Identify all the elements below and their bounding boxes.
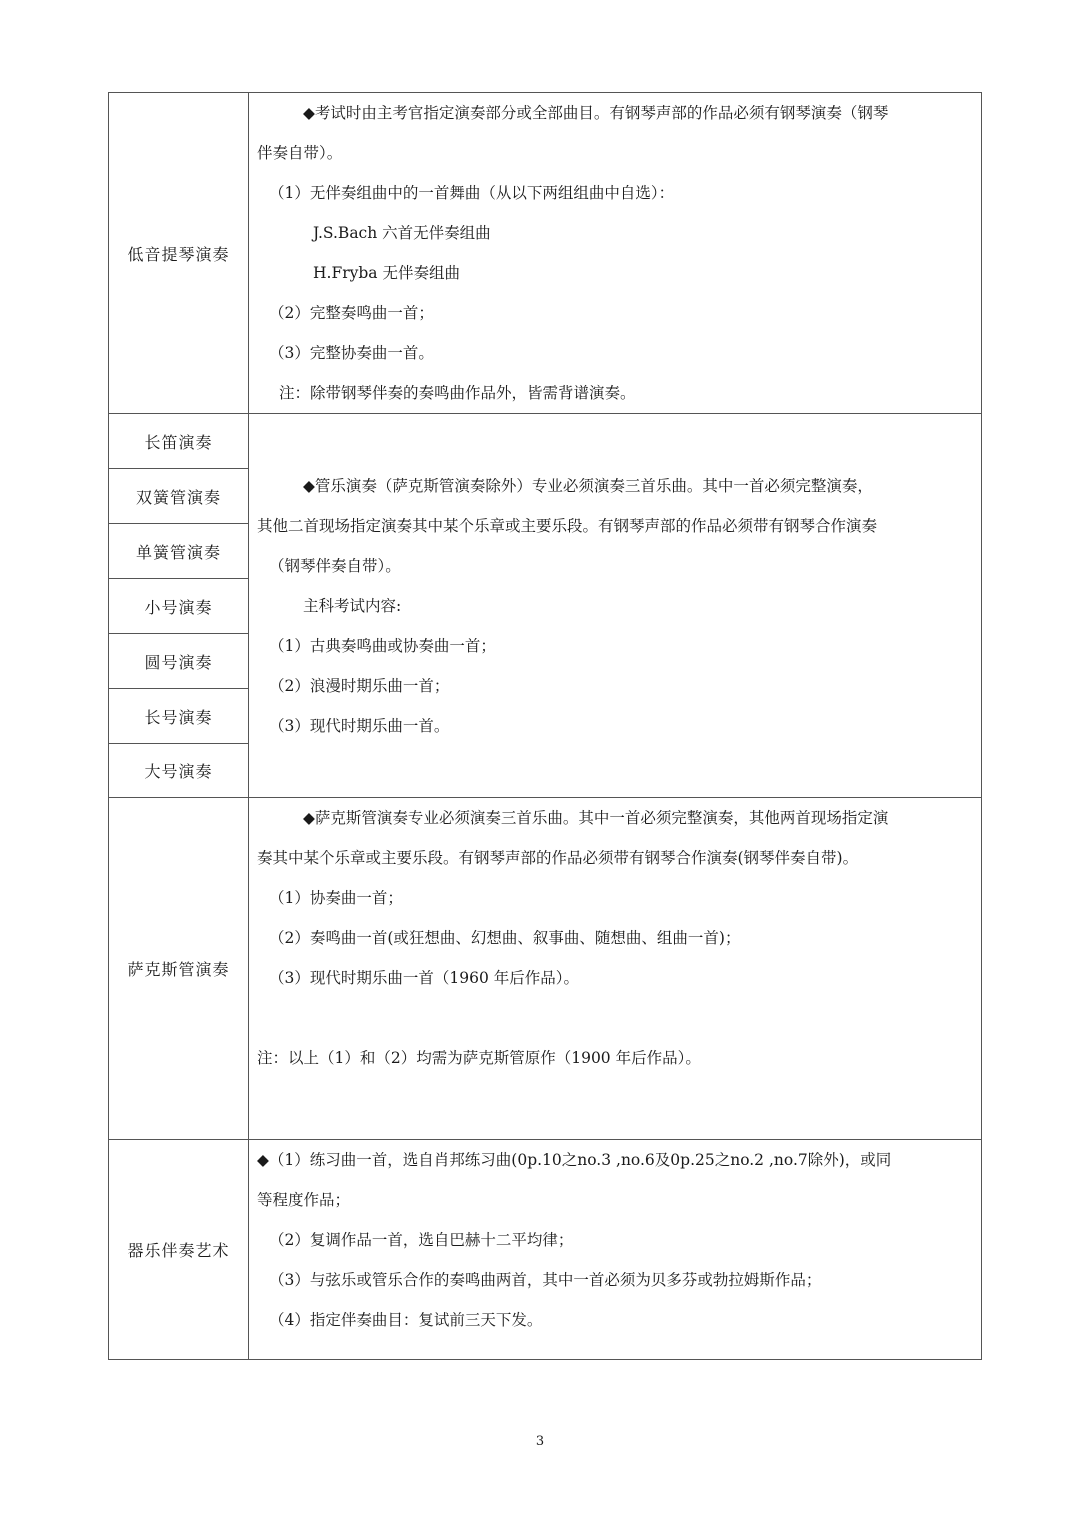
requirements-accompaniment	[249, 1140, 982, 1360]
text-line: ◆考试时由主考官指定演奏部分或全部曲目。有钢琴声部的作品必须有钢琴演奏（钢琴	[303, 104, 889, 122]
text-line: （4）指定伴奏曲目：复试前三天下发。	[269, 1311, 543, 1329]
table-row-flute	[109, 414, 982, 469]
text-line: （2）完整奏鸣曲一首；	[269, 304, 434, 322]
text-line: （2）奏鸣曲一首(或狂想曲、幻想曲、叙事曲、随想曲、组曲一首)；	[269, 929, 741, 947]
text-line: 主科考试内容:	[303, 596, 402, 615]
instrument-label-accompaniment: 器乐伴奏艺术	[109, 1140, 249, 1360]
instrument-label-horn: 圆号演奏	[109, 634, 249, 689]
instrument-label-double-bass: 低音提琴演奏	[109, 93, 249, 414]
text-line: 等程度作品；	[257, 1191, 351, 1209]
page-number: 3	[535, 1434, 545, 1449]
text-line: 注：除带钢琴伴奏的奏鸣曲作品外，皆需背谱演奏。	[279, 384, 636, 402]
text-line: （2）复调作品一首，选自巴赫十二平均律；	[269, 1231, 574, 1249]
text-line: 注：以上（1）和（2）均需为萨克斯管原作（1900 年后作品）。	[257, 1049, 701, 1067]
text-line: （2）浪漫时期乐曲一首；	[269, 676, 450, 695]
text-line: 奏其中某个乐章或主要乐段。有钢琴声部的作品必须带有钢琴合作演奏(钢琴伴奏自带)。	[257, 849, 859, 867]
requirements-saxophone	[249, 798, 982, 1140]
text-line: ◆管乐演奏（萨克斯管演奏除外）专业必须演奏三首乐曲。其中一首必须完整演奏，	[303, 476, 873, 495]
text-line: ◆萨克斯管演奏专业必须演奏三首乐曲。其中一首必须完整演奏，其他两首现场指定演	[303, 809, 889, 827]
text-line: （3）完整协奏曲一首。	[269, 344, 434, 362]
instrument-label-trumpet: 小号演奏	[109, 579, 249, 634]
text-line: （钢琴伴奏自带）。	[269, 556, 401, 575]
instrument-label-trombone: 长号演奏	[109, 689, 249, 744]
text-line: 伴奏自带）。	[257, 144, 343, 162]
table-row-accompaniment	[109, 1140, 982, 1360]
table-row-double-bass	[109, 93, 982, 414]
requirements-double-bass	[249, 93, 982, 414]
requirements-table	[108, 92, 982, 1360]
text-line: （3）与弦乐或管乐合作的奏鸣曲两首，其中一首必须为贝多芬或勃拉姆斯作品；	[269, 1271, 822, 1289]
instrument-label-saxophone: 萨克斯管演奏	[109, 798, 249, 1140]
text-line: J.S.Bach 六首无伴奏组曲	[313, 224, 491, 242]
requirements-winds	[249, 414, 982, 798]
instrument-label-clarinet: 单簧管演奏	[109, 524, 249, 579]
instrument-label-oboe: 双簧管演奏	[109, 469, 249, 524]
text-line: （3）现代时期乐曲一首（1960 年后作品）。	[269, 969, 579, 987]
text-line: （1）协奏曲一首；	[269, 889, 403, 907]
text-line: H.Fryba 无伴奏组曲	[313, 264, 460, 282]
instrument-label-flute: 长笛演奏	[109, 414, 249, 469]
text-line: 其他二首现场指定演奏其中某个乐章或主要乐段。有钢琴声部的作品必须带有钢琴合作演奏	[257, 516, 878, 535]
text-line: ◆（1）练习曲一首，选自肖邦练习曲(0p.10之no.3 ,no.6及0p.25之no.2 ,no.7除外)，或同	[257, 1151, 892, 1169]
text-line: （3）现代时期乐曲一首。	[269, 716, 450, 735]
instrument-label-tuba: 大号演奏	[109, 744, 249, 798]
text-line: （1）无伴奏组曲中的一首舞曲（从以下两组组曲中自选）：	[269, 184, 675, 202]
text-line: （1）古典奏鸣曲或协奏曲一首；	[269, 636, 496, 655]
table-row-saxophone	[109, 798, 982, 1140]
